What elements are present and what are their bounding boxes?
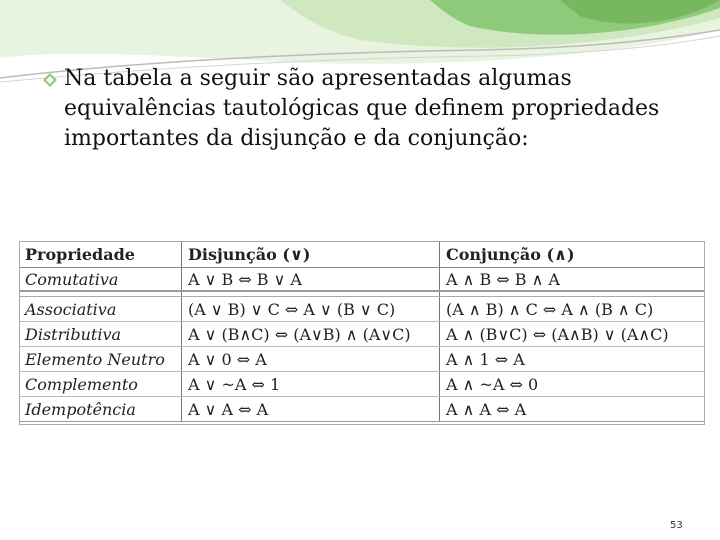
property-name: Complemento	[19, 372, 182, 397]
conjunction-cell: A ∧ A ⇔ A	[440, 397, 706, 422]
properties-table-container	[19, 241, 705, 425]
disjunction-cell: A ∨ 0 ⇔ A	[182, 347, 440, 372]
disjunction-cell: (A ∨ B) ∨ C ⇔ A ∨ (B ∨ C)	[182, 297, 440, 322]
conjunction-cell: (A ∧ B) ∧ C ⇔ A ∧ (B ∧ C)	[440, 297, 706, 322]
table-row	[19, 322, 705, 347]
property-name: Idempotência	[19, 397, 182, 422]
diamond-bullet-icon	[42, 72, 58, 88]
intro-line-3: importantes da disjunção e da conjunção:	[64, 126, 529, 151]
conjunction-cell: A ∧ ~A ⇔ 0	[440, 372, 706, 397]
disjunction-cell: A ∨ A ⇔ A	[182, 397, 440, 422]
table-row	[19, 372, 705, 397]
property-name: Associativa	[19, 297, 182, 322]
intro-paragraph	[42, 64, 702, 154]
table-header-row	[19, 241, 705, 268]
conjunction-cell: A ∧ (B∨C) ⇔ (A∧B) ∨ (A∧C)	[440, 322, 706, 347]
property-name: Comutativa	[19, 268, 182, 292]
intro-line-1: Na tabela a seguir são apresentadas algumas	[64, 66, 572, 91]
disjunction-cell: A ∨ B ⇔ B ∨ A	[182, 268, 440, 292]
property-name: Elemento Neutro	[19, 347, 182, 372]
header-propriedade: Propriedade	[19, 241, 182, 268]
table-row	[19, 297, 705, 322]
page-number: 53	[670, 520, 683, 531]
disjunction-cell: A ∨ ~A ⇔ 1	[182, 372, 440, 397]
conjunction-cell: A ∧ B ⇔ B ∧ A	[440, 268, 706, 292]
table-row	[19, 347, 705, 372]
table-row	[19, 268, 705, 292]
properties-table	[19, 241, 705, 422]
table-row	[19, 397, 705, 422]
header-disjuncao: Disjunção (∨)	[182, 241, 440, 268]
header-conjuncao: Conjunção (∧)	[440, 241, 706, 268]
property-name: Distributiva	[19, 322, 182, 347]
intro-line-2: equivalências tautológicas que definem propriedades	[64, 96, 660, 121]
disjunction-cell: A ∨ (B∧C) ⇔ (A∨B) ∧ (A∨C)	[182, 322, 440, 347]
conjunction-cell: A ∧ 1 ⇔ A	[440, 347, 706, 372]
